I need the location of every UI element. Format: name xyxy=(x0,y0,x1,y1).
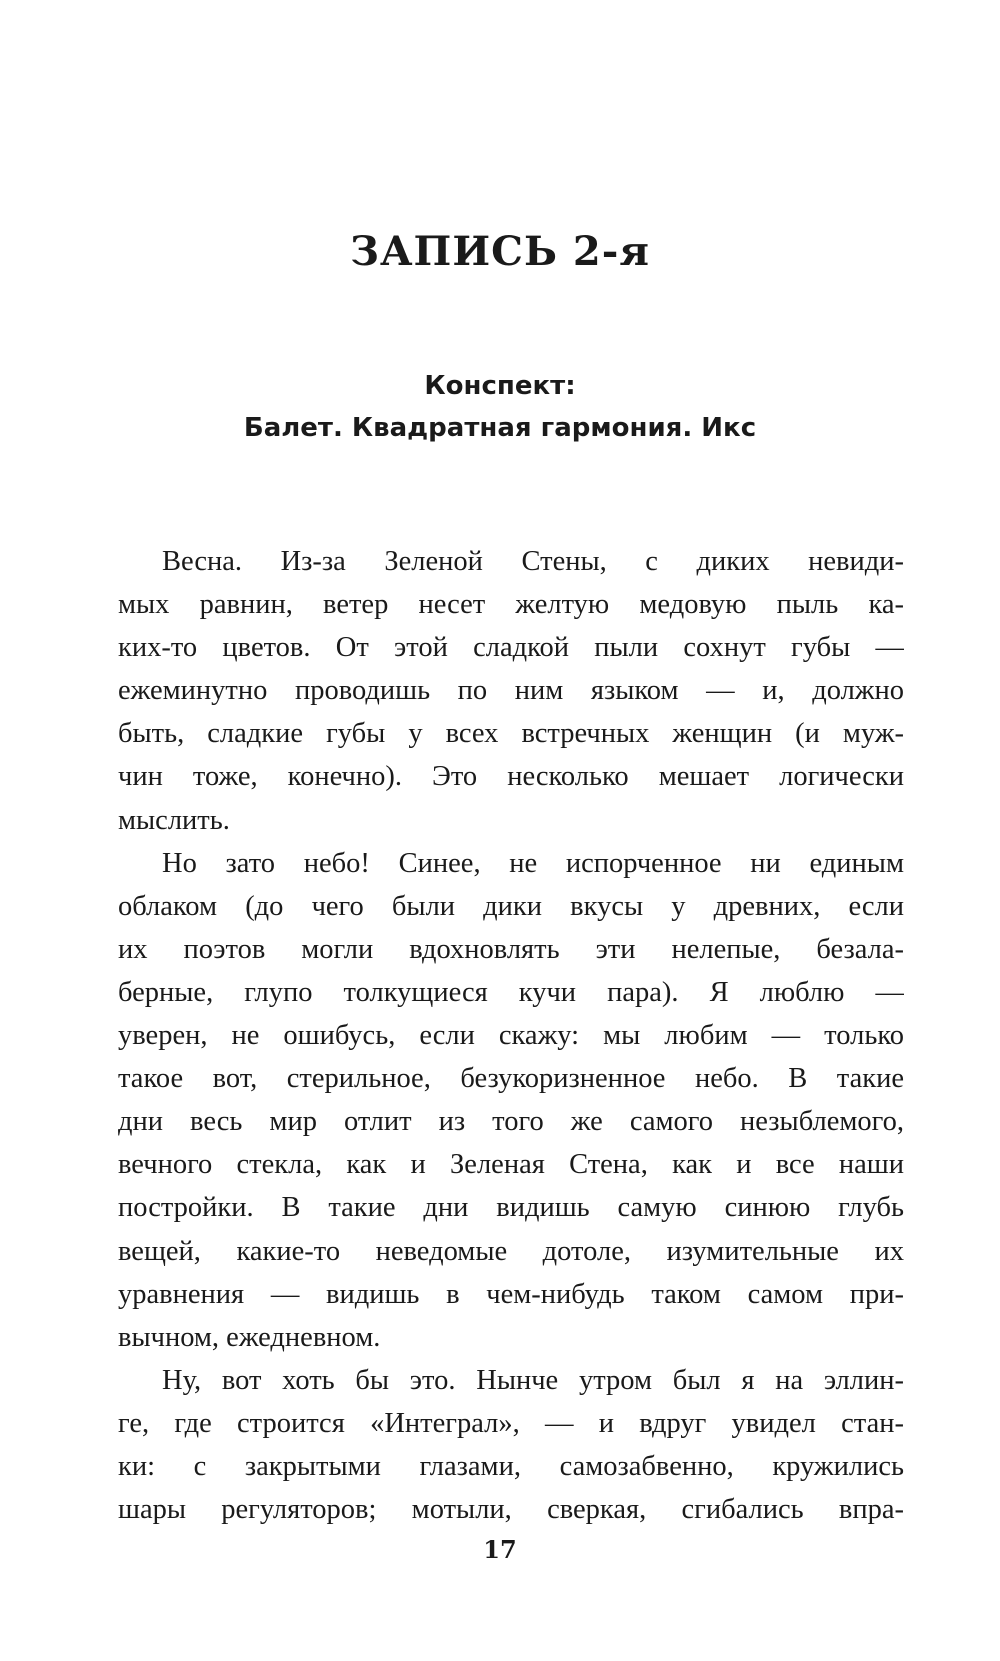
body-text xyxy=(118,540,904,1531)
text-line: такое вот, стерильное, безукоризненное небо. В такие xyxy=(118,1063,904,1095)
text-line: их поэтов могли вдохновлять эти нелепые, безала- xyxy=(118,933,904,965)
text-line: уравнения — видишь в чем-нибудь таком самом при- xyxy=(118,1278,904,1310)
text-line: мыслить. xyxy=(118,804,230,836)
chapter-title: ЗАПИСЬ 2-я xyxy=(350,228,650,275)
text-line: постройки. В такие дни видишь самую синюю глубь xyxy=(118,1192,904,1224)
text-line: быть, сладкие губы у всех встречных женщин (и муж- xyxy=(118,718,904,750)
text-line: дни весь мир отлит из того же самого незыблемого, xyxy=(118,1106,904,1138)
text-line: Весна. Из-за Зеленой Стены, с диких невиди- xyxy=(162,546,904,577)
text-line: ки: с закрытыми глазами, самозабвенно, кружились xyxy=(118,1450,904,1482)
text-line: чин тоже, конечно). Это несколько мешает логически xyxy=(118,761,904,793)
text-line: облаком (до чего были дики вкусы у древних, если xyxy=(118,890,904,922)
text-line: ких-то цветов. От этой сладкой пыли сохнут губы — xyxy=(118,632,904,664)
text-line: вечного стекла, как и Зеленая Стена, как и все наши xyxy=(118,1149,904,1181)
text-line: берные, глупо толкущиеся кучи пара). Я люблю — xyxy=(118,976,904,1008)
page-number: 17 xyxy=(483,1535,517,1564)
text-line: уверен, не ошибусь, если скажу: мы любим — только xyxy=(118,1020,904,1052)
text-line: вещей, какие-то неведомые дотоле, изумительные их xyxy=(118,1235,904,1267)
summary-text: Балет. Квадратная гармония. Икс xyxy=(243,413,757,443)
text-line: ге, где строится «Интеграл», — и вдруг увидел стан- xyxy=(118,1407,904,1439)
summary-label: Конспект: xyxy=(424,371,576,401)
text-line: шары регуляторов; мотыли, сверкая, сгибались впра- xyxy=(118,1494,904,1526)
text-line: Но зато небо! Синее, не испорченное ни единым xyxy=(162,847,904,879)
text-line: вычном, ежедневном. xyxy=(118,1321,381,1353)
text-line: мых равнин, ветер несет желтую медовую пыль ка- xyxy=(118,589,904,621)
text-line: Ну, вот хоть бы это. Нынче утром был я на эллин- xyxy=(162,1364,904,1396)
text-line: ежеминутно проводишь по ним языком — и, должно xyxy=(118,675,904,707)
chapter-summary xyxy=(0,365,1000,449)
